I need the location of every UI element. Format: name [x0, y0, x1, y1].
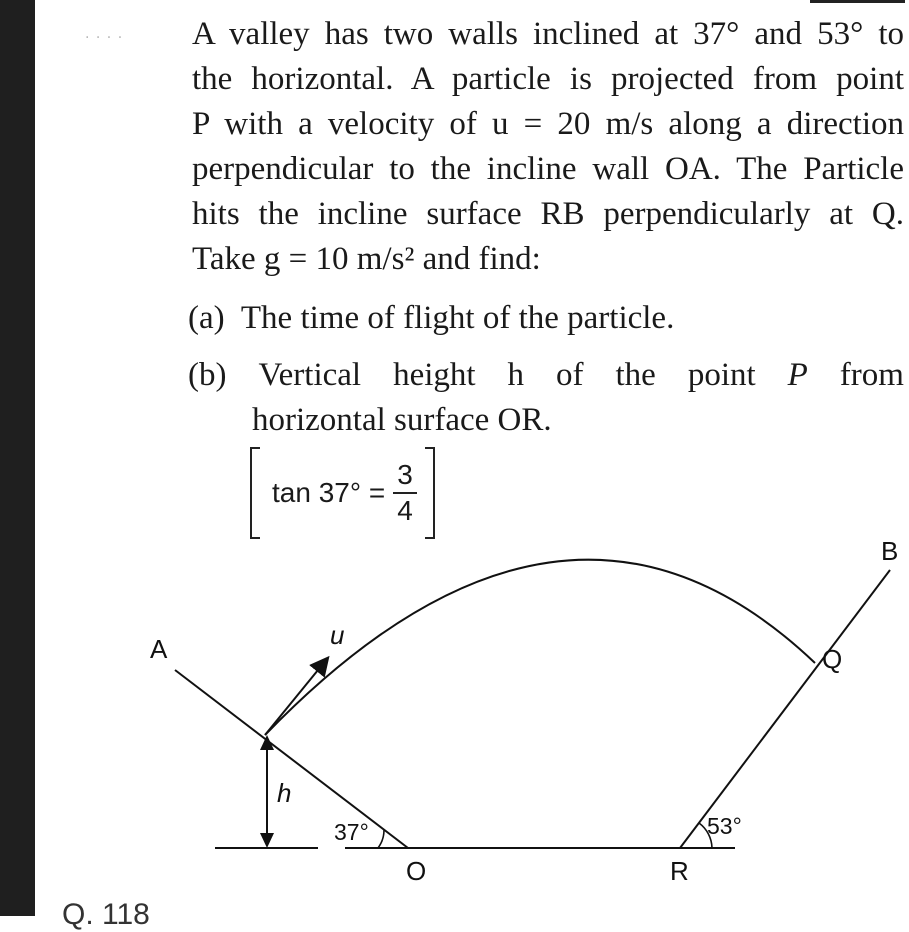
label-q: Q: [822, 644, 843, 674]
part-b-word: from: [839, 357, 904, 393]
part-b-line2: horizontal surface OR.: [252, 402, 552, 438]
trajectory: [265, 560, 815, 735]
label-u: u: [330, 620, 345, 650]
part-a-text: The time of flight of the particle.: [240, 300, 675, 336]
problem-line: hits the incline surface RB perpendicularly at Q.: [192, 196, 904, 232]
part-a-marker: (a): [188, 300, 225, 336]
part-b-marker: (b): [188, 357, 227, 393]
problem-line: P with a velocity of u = 20 m/s along a direction: [192, 106, 904, 142]
label-o: O: [406, 856, 427, 886]
angle-arc-37: [378, 830, 384, 848]
label-a: A: [150, 634, 168, 664]
next-question-number: Q. 118: [62, 898, 150, 931]
incline-rb: [680, 570, 890, 848]
part-b-word: height: [393, 357, 476, 393]
scan-artifact-dots: · · · ·: [85, 30, 124, 46]
hint-lhs: tan 37° =: [272, 476, 386, 508]
label-r: R: [670, 856, 689, 886]
hint-denominator: 4: [397, 494, 413, 526]
incline-oa: [175, 670, 408, 848]
hint-numerator: 3: [393, 458, 417, 494]
problem-line: Take g = 10 m/s² and find:: [192, 241, 541, 277]
part-b-word: the: [615, 357, 656, 393]
velocity-arrow: [265, 659, 327, 735]
part-b-word: of: [556, 357, 584, 393]
label-angle-37: 37°: [334, 819, 369, 845]
part-b-word: Vertical: [258, 357, 362, 393]
label-angle-53: 53°: [707, 813, 742, 839]
part-b-word: h: [507, 357, 525, 393]
problem-line: A valley has two walls inclined at 37° and 53° to: [192, 16, 904, 52]
problem-line: the horizontal. A particle is projected from point: [192, 61, 904, 97]
height-arrow-down: [260, 833, 274, 848]
part-b-word: point: [687, 357, 756, 393]
part-b-word: P: [787, 357, 808, 393]
label-h: h: [277, 778, 292, 808]
problem-line: perpendicular to the incline wall OA. The Particle: [192, 151, 904, 187]
label-b: B: [881, 536, 899, 566]
